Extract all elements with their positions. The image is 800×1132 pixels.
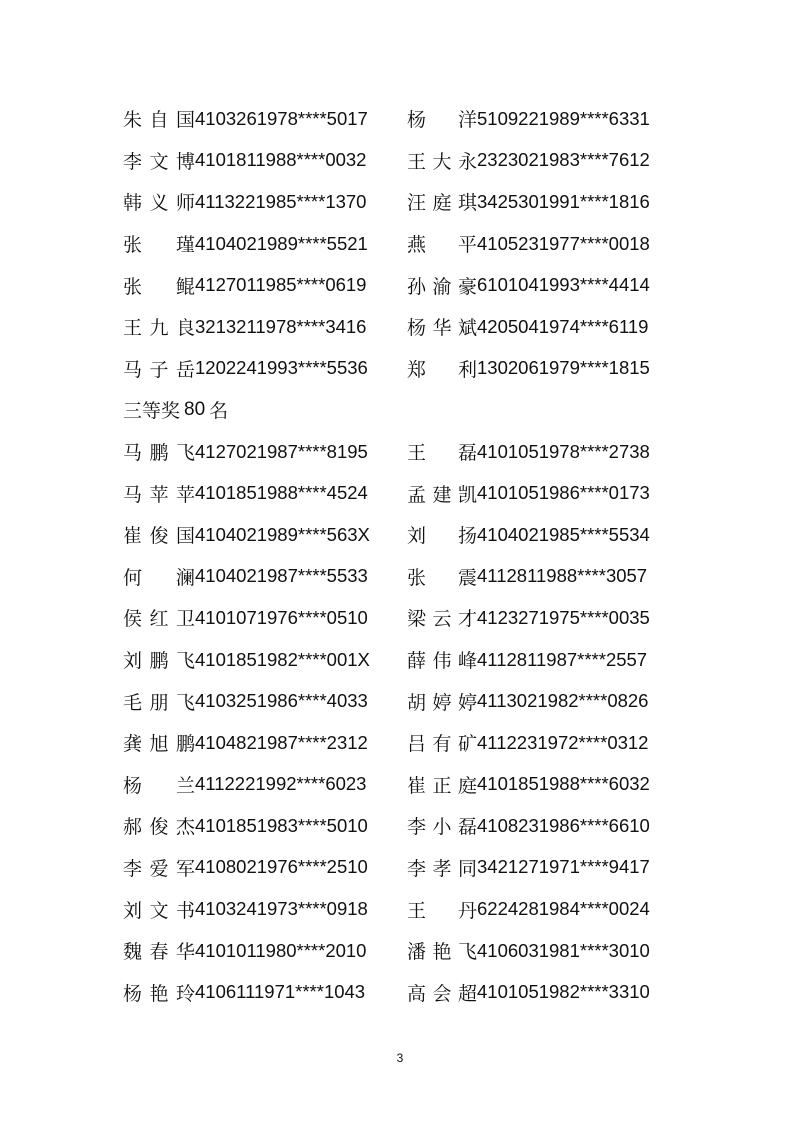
winner-entry [407, 105, 689, 132]
winner-id: 1202241993****5536 [195, 357, 368, 379]
winner-id: 4106111971****1043 [195, 981, 366, 1003]
winner-entry [407, 812, 689, 839]
winner-id: 4104021989****563X [195, 523, 370, 545]
winner-id: 4104021987****5533 [195, 565, 368, 587]
winner-id: 4127011985****0619 [195, 274, 367, 296]
winner-entry [407, 937, 689, 964]
winner-row [123, 140, 723, 182]
winner-name: 燕 平 [407, 234, 477, 257]
winner-entry [407, 896, 689, 923]
winner-id: 4101851983****5010 [195, 814, 368, 836]
winner-entry [407, 147, 689, 174]
winner-id: 4101851988****6032 [477, 773, 650, 795]
winner-name: 吕有矿 [407, 733, 477, 756]
winner-id: 4113021982****0826 [477, 690, 649, 712]
winner-row [123, 680, 723, 722]
winner-id: 4101011980****2010 [195, 939, 367, 961]
winner-entry [407, 729, 689, 756]
winner-entry [123, 729, 407, 756]
winner-name: 魏春华 [123, 941, 195, 964]
winner-row [123, 223, 723, 265]
winner-name: 杨华斌 [407, 317, 477, 340]
page-number: 3 [396, 1051, 404, 1065]
heading-suffix: 名 [209, 400, 229, 423]
winner-id: 4112221992****6023 [195, 773, 367, 795]
winner-name: 龚旭鹏 [123, 733, 195, 756]
winner-entry [407, 230, 689, 257]
winner-name: 张 瑾 [123, 234, 195, 257]
winner-row [123, 306, 723, 348]
winner-row [123, 514, 723, 556]
winner-entry [123, 563, 407, 590]
winner-id: 1302061979****1815 [477, 357, 650, 379]
winner-entry [123, 896, 407, 923]
winner-row [123, 348, 723, 390]
heading-count: 80 [184, 398, 206, 420]
winner-name: 朱自国 [123, 109, 195, 132]
winner-row [123, 639, 723, 681]
winner-row [123, 722, 723, 764]
winner-name: 刘文书 [123, 899, 195, 922]
winner-id: 6224281984****0024 [477, 898, 650, 920]
winner-id: 3421271971****9417 [477, 856, 650, 878]
winner-entry [407, 188, 689, 215]
winner-id: 4108021976****2510 [195, 856, 368, 878]
winner-row [123, 971, 723, 1013]
winner-id: 4127021987****8195 [195, 440, 368, 462]
winner-name: 崔正庭 [407, 774, 477, 797]
winner-row [123, 264, 723, 306]
winner-name: 杨 兰 [123, 774, 195, 797]
winner-row [123, 930, 723, 972]
winner-name: 王 丹 [407, 899, 477, 922]
winner-entry [407, 771, 689, 798]
winner-name: 张 鲲 [123, 275, 195, 298]
winner-entry [407, 521, 689, 548]
winner-row [123, 597, 723, 639]
winner-name: 胡婷婷 [407, 691, 477, 714]
winner-name: 潘艳飞 [407, 941, 477, 964]
winner-id: 4112231972****0312 [477, 731, 649, 753]
winner-entry [123, 105, 407, 132]
winner-id: 4103251986****4033 [195, 690, 368, 712]
winner-id: 6101041993****4414 [477, 274, 650, 296]
heading-prefix: 三等奖 [123, 400, 181, 423]
winner-name: 王大永 [407, 150, 477, 173]
winner-entry [123, 480, 407, 507]
winner-entry [407, 563, 689, 590]
winner-id: 4103261978****5017 [195, 107, 368, 129]
winner-id: 4105231977****0018 [477, 232, 650, 254]
winner-name: 马苹苹 [123, 483, 195, 506]
winner-id: 4104021985****5534 [477, 523, 650, 545]
winner-entry [123, 438, 407, 465]
winner-name: 韩义师 [123, 192, 195, 215]
winner-entry [123, 979, 407, 1006]
winner-id: 2323021983****7612 [477, 149, 650, 171]
winner-name: 郑 利 [407, 358, 477, 381]
winner-id: 4101051978****2738 [477, 440, 650, 462]
winner-id: 4101051982****3310 [477, 981, 650, 1003]
winner-name: 毛朋飞 [123, 691, 195, 714]
winner-entry [123, 812, 407, 839]
winner-row [123, 472, 723, 514]
winner-name: 马子岳 [123, 358, 195, 381]
winner-row [123, 888, 723, 930]
winner-name: 李文博 [123, 150, 195, 173]
winner-name: 孙渝豪 [407, 275, 477, 298]
winner-entry [123, 604, 407, 631]
winner-name: 梁云才 [407, 608, 477, 631]
winner-name: 李爱军 [123, 857, 195, 880]
winner-name: 杨 洋 [407, 109, 477, 132]
winner-id: 4101811988****0032 [195, 149, 367, 171]
winner-id: 4108231986****6610 [477, 814, 650, 836]
winner-row [123, 98, 723, 140]
document-body [123, 98, 723, 1013]
winner-id: 4101851982****001X [195, 648, 370, 670]
winner-id: 4112811987****2557 [477, 648, 648, 670]
winner-name: 马鹏飞 [123, 442, 195, 465]
winner-id: 4101851988****4524 [195, 482, 368, 504]
winner-entry [123, 230, 407, 257]
winner-row [123, 805, 723, 847]
winner-entry [407, 688, 689, 715]
winner-id: 4103241973****0918 [195, 898, 368, 920]
third-prize-heading [123, 389, 723, 431]
winner-entry [407, 438, 689, 465]
winner-row [123, 764, 723, 806]
winner-name: 刘 扬 [407, 525, 477, 548]
winner-name: 杨艳玲 [123, 982, 195, 1005]
winner-row [123, 431, 723, 473]
winner-id: 4123271975****0035 [477, 606, 650, 628]
winner-entry [123, 188, 407, 215]
winner-id: 4205041974****6119 [477, 315, 649, 337]
winner-entry [123, 313, 407, 340]
winner-entry [123, 147, 407, 174]
winner-id: 5109221989****6331 [477, 107, 650, 129]
winner-name: 王 磊 [407, 442, 477, 465]
winner-entry [407, 313, 689, 340]
winner-row [123, 181, 723, 223]
third-prize-list [123, 431, 723, 1013]
winner-name: 王九良 [123, 317, 195, 340]
winner-name: 李小磊 [407, 816, 477, 839]
winner-entry [123, 771, 407, 798]
winner-entry [407, 646, 689, 673]
winner-entry [123, 688, 407, 715]
winner-id: 4104821987****2312 [195, 731, 368, 753]
winner-entry [123, 355, 407, 382]
winner-id: 4104021989****5521 [195, 232, 368, 254]
winner-name: 何 澜 [123, 566, 195, 589]
winner-entry [123, 937, 407, 964]
winner-id: 4113221985****1370 [195, 190, 367, 212]
winner-id: 4101071976****0510 [195, 606, 368, 628]
winner-name: 刘鹏飞 [123, 650, 195, 673]
winner-entry [407, 979, 689, 1006]
winner-name: 郝俊杰 [123, 816, 195, 839]
winner-name: 汪庭琪 [407, 192, 477, 215]
winner-name: 侯红卫 [123, 608, 195, 631]
winner-name: 高会超 [407, 982, 477, 1005]
winner-entry [123, 272, 407, 299]
winner-id: 4112811988****3057 [477, 565, 648, 587]
winner-name: 李孝同 [407, 857, 477, 880]
winner-row [123, 847, 723, 889]
winner-name: 薛伟峰 [407, 650, 477, 673]
winner-entry [407, 854, 689, 881]
winner-entry [407, 272, 689, 299]
winner-entry [407, 480, 689, 507]
winner-id: 4101051986****0173 [477, 482, 650, 504]
winner-name: 崔俊国 [123, 525, 195, 548]
winner-id: 3425301991****1816 [477, 190, 650, 212]
winner-id: 3213211978****3416 [195, 315, 367, 337]
winner-entry [407, 355, 689, 382]
winner-id: 4106031981****3010 [477, 939, 650, 961]
winner-row [123, 556, 723, 598]
winner-entry [123, 521, 407, 548]
winner-entry [123, 646, 407, 673]
winner-name: 孟建凯 [407, 483, 477, 506]
winner-entry [123, 854, 407, 881]
winner-name: 张 震 [407, 566, 477, 589]
winner-entry [407, 604, 689, 631]
winner-list-continued [123, 98, 723, 389]
